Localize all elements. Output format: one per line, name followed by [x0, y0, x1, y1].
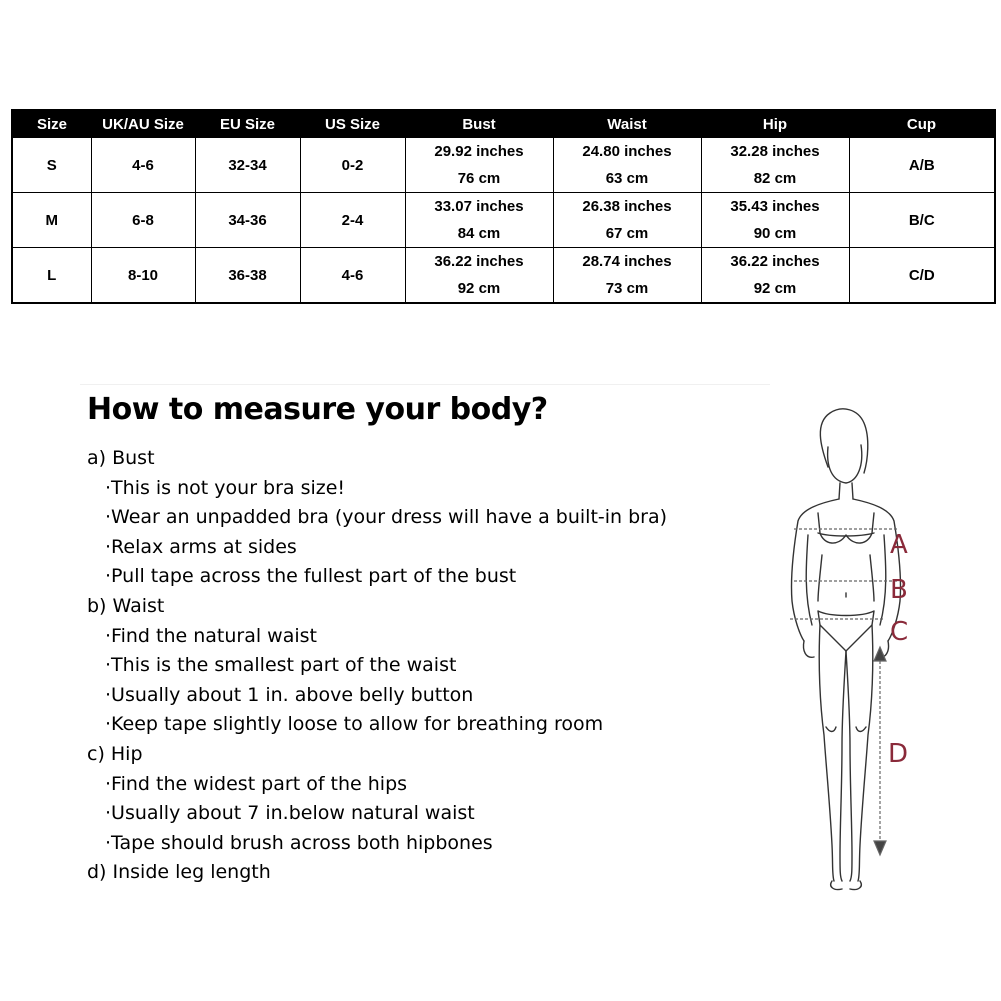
cell-cup: B/C: [849, 193, 995, 248]
instruction-item: ·Pull tape across the fullest part of the bust: [105, 565, 517, 588]
cell-hip: [701, 138, 849, 193]
arrow-up-icon: [874, 647, 886, 661]
measurement-heading: d) Inside leg length: [87, 861, 271, 884]
header-cup: Cup: [849, 110, 995, 138]
cell-uk-au: 6-8: [91, 193, 195, 248]
label-b: B: [890, 575, 908, 605]
header-size: Size: [12, 110, 91, 138]
waist-inches: 24.80 inches: [582, 143, 672, 160]
waist-cm: 63 cm: [605, 170, 649, 187]
header-bust: Bust: [405, 110, 553, 138]
cell-waist: [553, 193, 701, 248]
cell-uk-au: 8-10: [91, 248, 195, 304]
instruction-item: ·Relax arms at sides: [105, 535, 297, 558]
hip-cm: 82 cm: [753, 170, 797, 187]
measure-instructions-list: [87, 444, 667, 888]
cell-us: 2-4: [300, 193, 405, 248]
cell-waist: [553, 138, 701, 193]
hip-cm: 90 cm: [753, 225, 797, 242]
waist-cm: 73 cm: [605, 280, 649, 297]
cell-size: S: [12, 138, 91, 193]
measurement-heading: a) Bust: [87, 447, 155, 469]
table-row: [12, 248, 995, 304]
table-header-row: [12, 110, 995, 138]
size-chart-table: [11, 109, 996, 304]
arrow-down-icon: [874, 841, 886, 855]
instruction-item: ·Keep tape slightly loose to allow for breathing room: [105, 713, 604, 736]
hip-inches: 36.22 inches: [730, 253, 820, 270]
guide-title: How to measure your body?: [87, 392, 548, 427]
measurement-heading: c) Hip: [87, 742, 143, 765]
cell-bust: [405, 248, 553, 304]
header-eu-size: EU Size: [195, 110, 300, 138]
bust-cm: 84 cm: [457, 225, 501, 242]
cell-bust: [405, 193, 553, 248]
hip-inches: 35.43 inches: [730, 198, 820, 215]
instruction-item: ·Usually about 1 in. above belly button: [105, 683, 474, 706]
cell-uk-au: 4-6: [91, 138, 195, 193]
cell-cup: C/D: [849, 248, 995, 304]
cell-cup: A/B: [849, 138, 995, 193]
body-measurement-figure: [760, 405, 995, 895]
cell-eu: 32-34: [195, 138, 300, 193]
measurement-heading: b) Waist: [87, 594, 165, 617]
cell-size: L: [12, 248, 91, 304]
cell-eu: 34-36: [195, 193, 300, 248]
header-uk-au-size: UK/AU Size: [91, 110, 195, 138]
cell-us: 0-2: [300, 138, 405, 193]
header-hip: Hip: [701, 110, 849, 138]
label-c: C: [890, 617, 909, 647]
header-us-size: US Size: [300, 110, 405, 138]
instruction-item: ·Wear an unpadded bra (your dress will have a built-in bra): [105, 506, 668, 529]
bust-inches: 29.92 inches: [434, 143, 524, 160]
hip-cm: 92 cm: [753, 280, 797, 297]
label-a: A: [890, 530, 908, 560]
waist-inches: 26.38 inches: [582, 198, 672, 215]
bust-cm: 92 cm: [457, 280, 501, 297]
instruction-item: ·This is the smallest part of the waist: [105, 654, 457, 677]
divider: [80, 384, 770, 385]
instruction-item: ·Tape should brush across both hipbones: [105, 831, 493, 854]
waist-inches: 28.74 inches: [582, 253, 672, 270]
instruction-item: ·This is not your bra size!: [105, 476, 346, 499]
label-d: D: [888, 739, 909, 769]
instruction-item: ·Usually about 7 in.below natural waist: [105, 802, 475, 825]
header-waist: Waist: [553, 110, 701, 138]
cell-hip: [701, 193, 849, 248]
bust-inches: 33.07 inches: [434, 198, 524, 215]
bust-cm: 76 cm: [457, 170, 501, 187]
cell-waist: [553, 248, 701, 304]
face-outline: [828, 445, 862, 483]
cell-bust: [405, 138, 553, 193]
bust-inches: 36.22 inches: [434, 253, 524, 270]
table-row: [12, 193, 995, 248]
hip-inches: 32.28 inches: [730, 143, 820, 160]
cell-hip: [701, 248, 849, 304]
cell-size: M: [12, 193, 91, 248]
cell-us: 4-6: [300, 248, 405, 304]
waist-cm: 67 cm: [605, 225, 649, 242]
instruction-item: ·Find the widest part of the hips: [105, 772, 408, 795]
cell-eu: 36-38: [195, 248, 300, 304]
instruction-item: ·Find the natural waist: [105, 624, 317, 647]
table-row: [12, 138, 995, 193]
